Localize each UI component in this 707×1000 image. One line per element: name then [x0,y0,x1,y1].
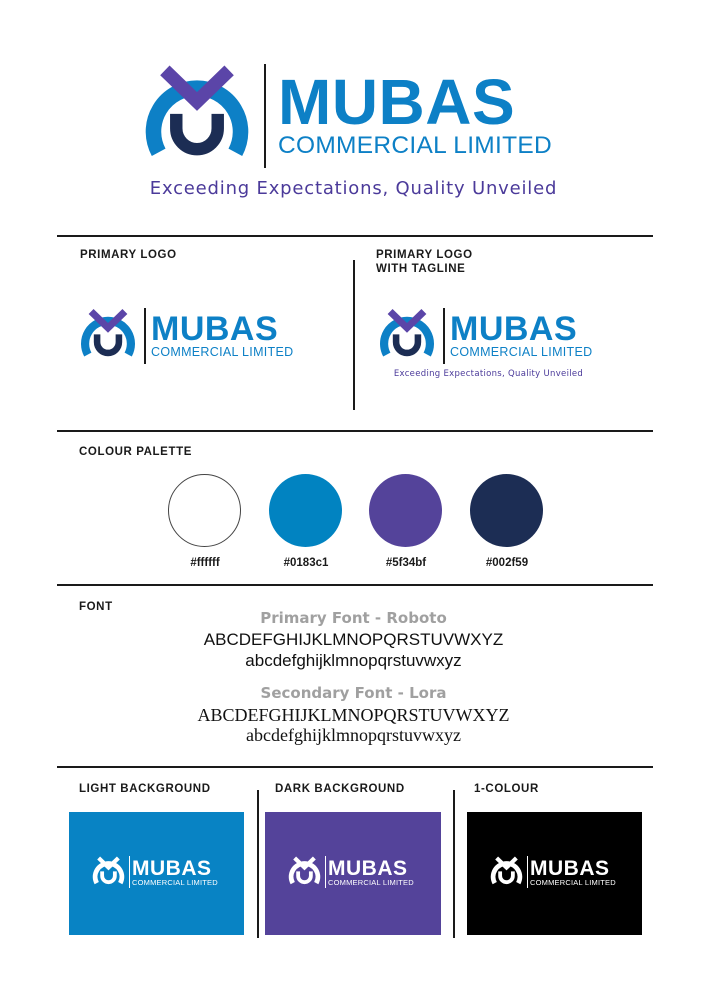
section-label-light-background: LIGHT BACKGROUND [79,783,211,795]
divider-1 [57,235,653,237]
mubas-m-logo-icon [287,856,322,888]
secondary-font-uppercase: ABCDEFGHIJKLMNOPQRSTUVWXYZ [197,705,510,725]
section-label-primary-logo-tagline-1: PRIMARY LOGO [376,249,473,261]
tagline-logo-divider [443,308,445,364]
primary-logo-divider [144,308,146,364]
hero-tagline: Exceeding Expectations, Quality Unveiled [149,178,558,199]
mubas-m-logo-icon [489,856,524,888]
mubas-m-logo-icon [140,64,254,168]
section-label-primary-logo: PRIMARY LOGO [80,249,177,261]
section-label-font: FONT [79,601,113,613]
swatch-white [168,474,241,547]
hex-white: #ffffff [190,557,220,569]
tagline-logo-brand-subtitle: COMMERCIAL LIMITED [450,345,593,359]
dark-brand-subtitle: COMMERCIAL LIMITED [328,878,414,887]
hero-logo [140,62,580,172]
section-label-colour-palette: COLOUR PALETTE [79,446,192,458]
section-label-one-colour: 1-COLOUR [474,783,539,795]
dark-brand-name: MUBAS [328,857,408,880]
one-colour-brand-subtitle: COMMERCIAL LIMITED [530,878,616,887]
secondary-font-title: Secondary Font - Lora [260,684,447,702]
mubas-m-logo-icon [377,308,437,363]
primary-font-uppercase: ABCDEFGHIJKLMNOPQRSTUVWXYZ [203,630,504,649]
swatch-purple [369,474,442,547]
primary-brand-subtitle: COMMERCIAL LIMITED [151,345,294,359]
divider-2 [57,430,653,432]
primary-logo [78,306,318,366]
mubas-m-logo-icon [91,856,126,888]
hex-blue: #0183c1 [283,557,329,569]
primary-brand-name: MUBAS [151,310,279,348]
hex-navy: #002f59 [485,557,529,569]
mubas-m-logo-icon [78,308,138,363]
vertical-divider-bg-1 [257,790,259,938]
swatch-blue [269,474,342,547]
light-logo-divider [129,856,130,888]
tagline-logo-brand-name: MUBAS [450,310,578,348]
one-colour-logo-divider [527,856,528,888]
divider-4 [57,766,653,768]
hero-logo-divider [264,64,266,168]
divider-3 [57,584,653,586]
light-brand-subtitle: COMMERCIAL LIMITED [132,878,218,887]
dark-background-panel [265,812,441,935]
vertical-divider-logos [353,260,355,410]
one-colour-panel [467,812,642,935]
secondary-font-lowercase: abcdefghijklmnopqrstuvwxyz [246,725,461,745]
section-label-primary-logo-tagline-2: WITH TAGLINE [376,263,466,275]
dark-logo-divider [325,856,326,888]
one-colour-brand-name: MUBAS [530,857,610,880]
primary-font-lowercase: abcdefghijklmnopqrstuvwxyz [245,651,462,670]
section-label-dark-background: DARK BACKGROUND [275,783,405,795]
hero-brand-name: MUBAS [278,66,516,138]
primary-font-title: Primary Font - Roboto [260,609,447,627]
hero-brand-subtitle: COMMERCIAL LIMITED [278,132,553,159]
swatch-navy [470,474,543,547]
light-brand-name: MUBAS [132,857,212,880]
light-background-panel [69,812,244,935]
vertical-divider-bg-2 [453,790,455,938]
hex-purple: #5f34bf [385,557,427,569]
tagline-logo-tagline: Exceeding Expectations, Quality Unveiled [393,369,584,379]
